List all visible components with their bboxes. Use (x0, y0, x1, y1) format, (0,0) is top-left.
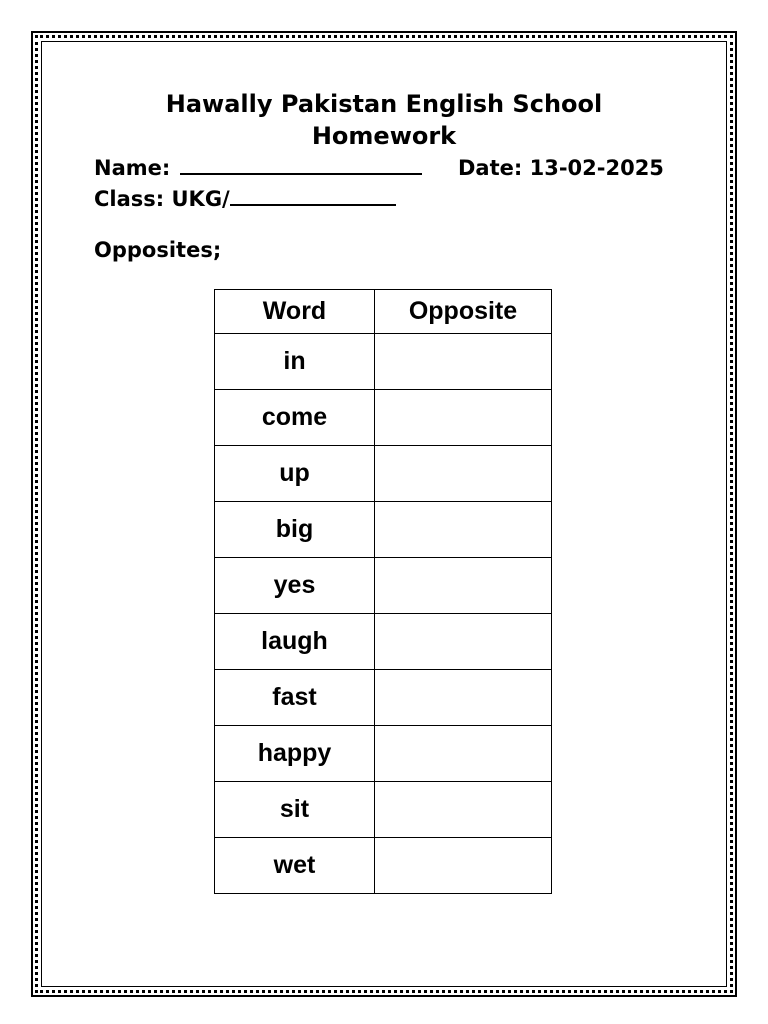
opposite-answer-cell[interactable] (375, 726, 552, 782)
table-row (215, 558, 552, 614)
word-cell: come (215, 390, 375, 446)
date-text: Date: 13-02-2025 (458, 156, 664, 180)
opposite-answer-cell[interactable] (375, 334, 552, 390)
word-cell: in (215, 334, 375, 390)
opposite-answer-cell[interactable] (375, 558, 552, 614)
table-row (215, 614, 552, 670)
opposite-answer-cell[interactable] (375, 782, 552, 838)
class-label: Class: UKG/ (94, 187, 230, 211)
word-cell: sit (215, 782, 375, 838)
table-row (215, 334, 552, 390)
word-column-header: Word (215, 290, 375, 334)
table-row (215, 502, 552, 558)
word-cell: wet (215, 838, 375, 894)
word-cell: big (215, 502, 375, 558)
class-field (94, 185, 396, 213)
opposite-answer-cell[interactable] (375, 614, 552, 670)
name-field (94, 154, 422, 182)
word-cell: yes (215, 558, 375, 614)
opposite-answer-cell[interactable] (375, 502, 552, 558)
table-row (215, 446, 552, 502)
table-row (215, 726, 552, 782)
name-blank-line[interactable] (180, 155, 422, 175)
section-label: Opposites; (94, 238, 222, 262)
document-title: Homework (311, 122, 457, 150)
table-row (215, 782, 552, 838)
word-cell: happy (215, 726, 375, 782)
opposite-answer-cell[interactable] (375, 446, 552, 502)
opposite-column-header: Opposite (375, 290, 552, 334)
word-cell: laugh (215, 614, 375, 670)
opposites-table (214, 289, 552, 894)
opposite-answer-cell[interactable] (375, 670, 552, 726)
name-label: Name: (94, 156, 171, 180)
opposite-answer-cell[interactable] (375, 838, 552, 894)
table-row (215, 390, 552, 446)
table-row (215, 670, 552, 726)
word-cell: up (215, 446, 375, 502)
word-cell: fast (215, 670, 375, 726)
class-blank-line[interactable] (230, 186, 396, 206)
school-name: Hawally Pakistan English School (165, 90, 603, 118)
date-field (458, 154, 664, 182)
opposite-answer-cell[interactable] (375, 390, 552, 446)
table-header-row (215, 290, 552, 334)
table-row (215, 838, 552, 894)
